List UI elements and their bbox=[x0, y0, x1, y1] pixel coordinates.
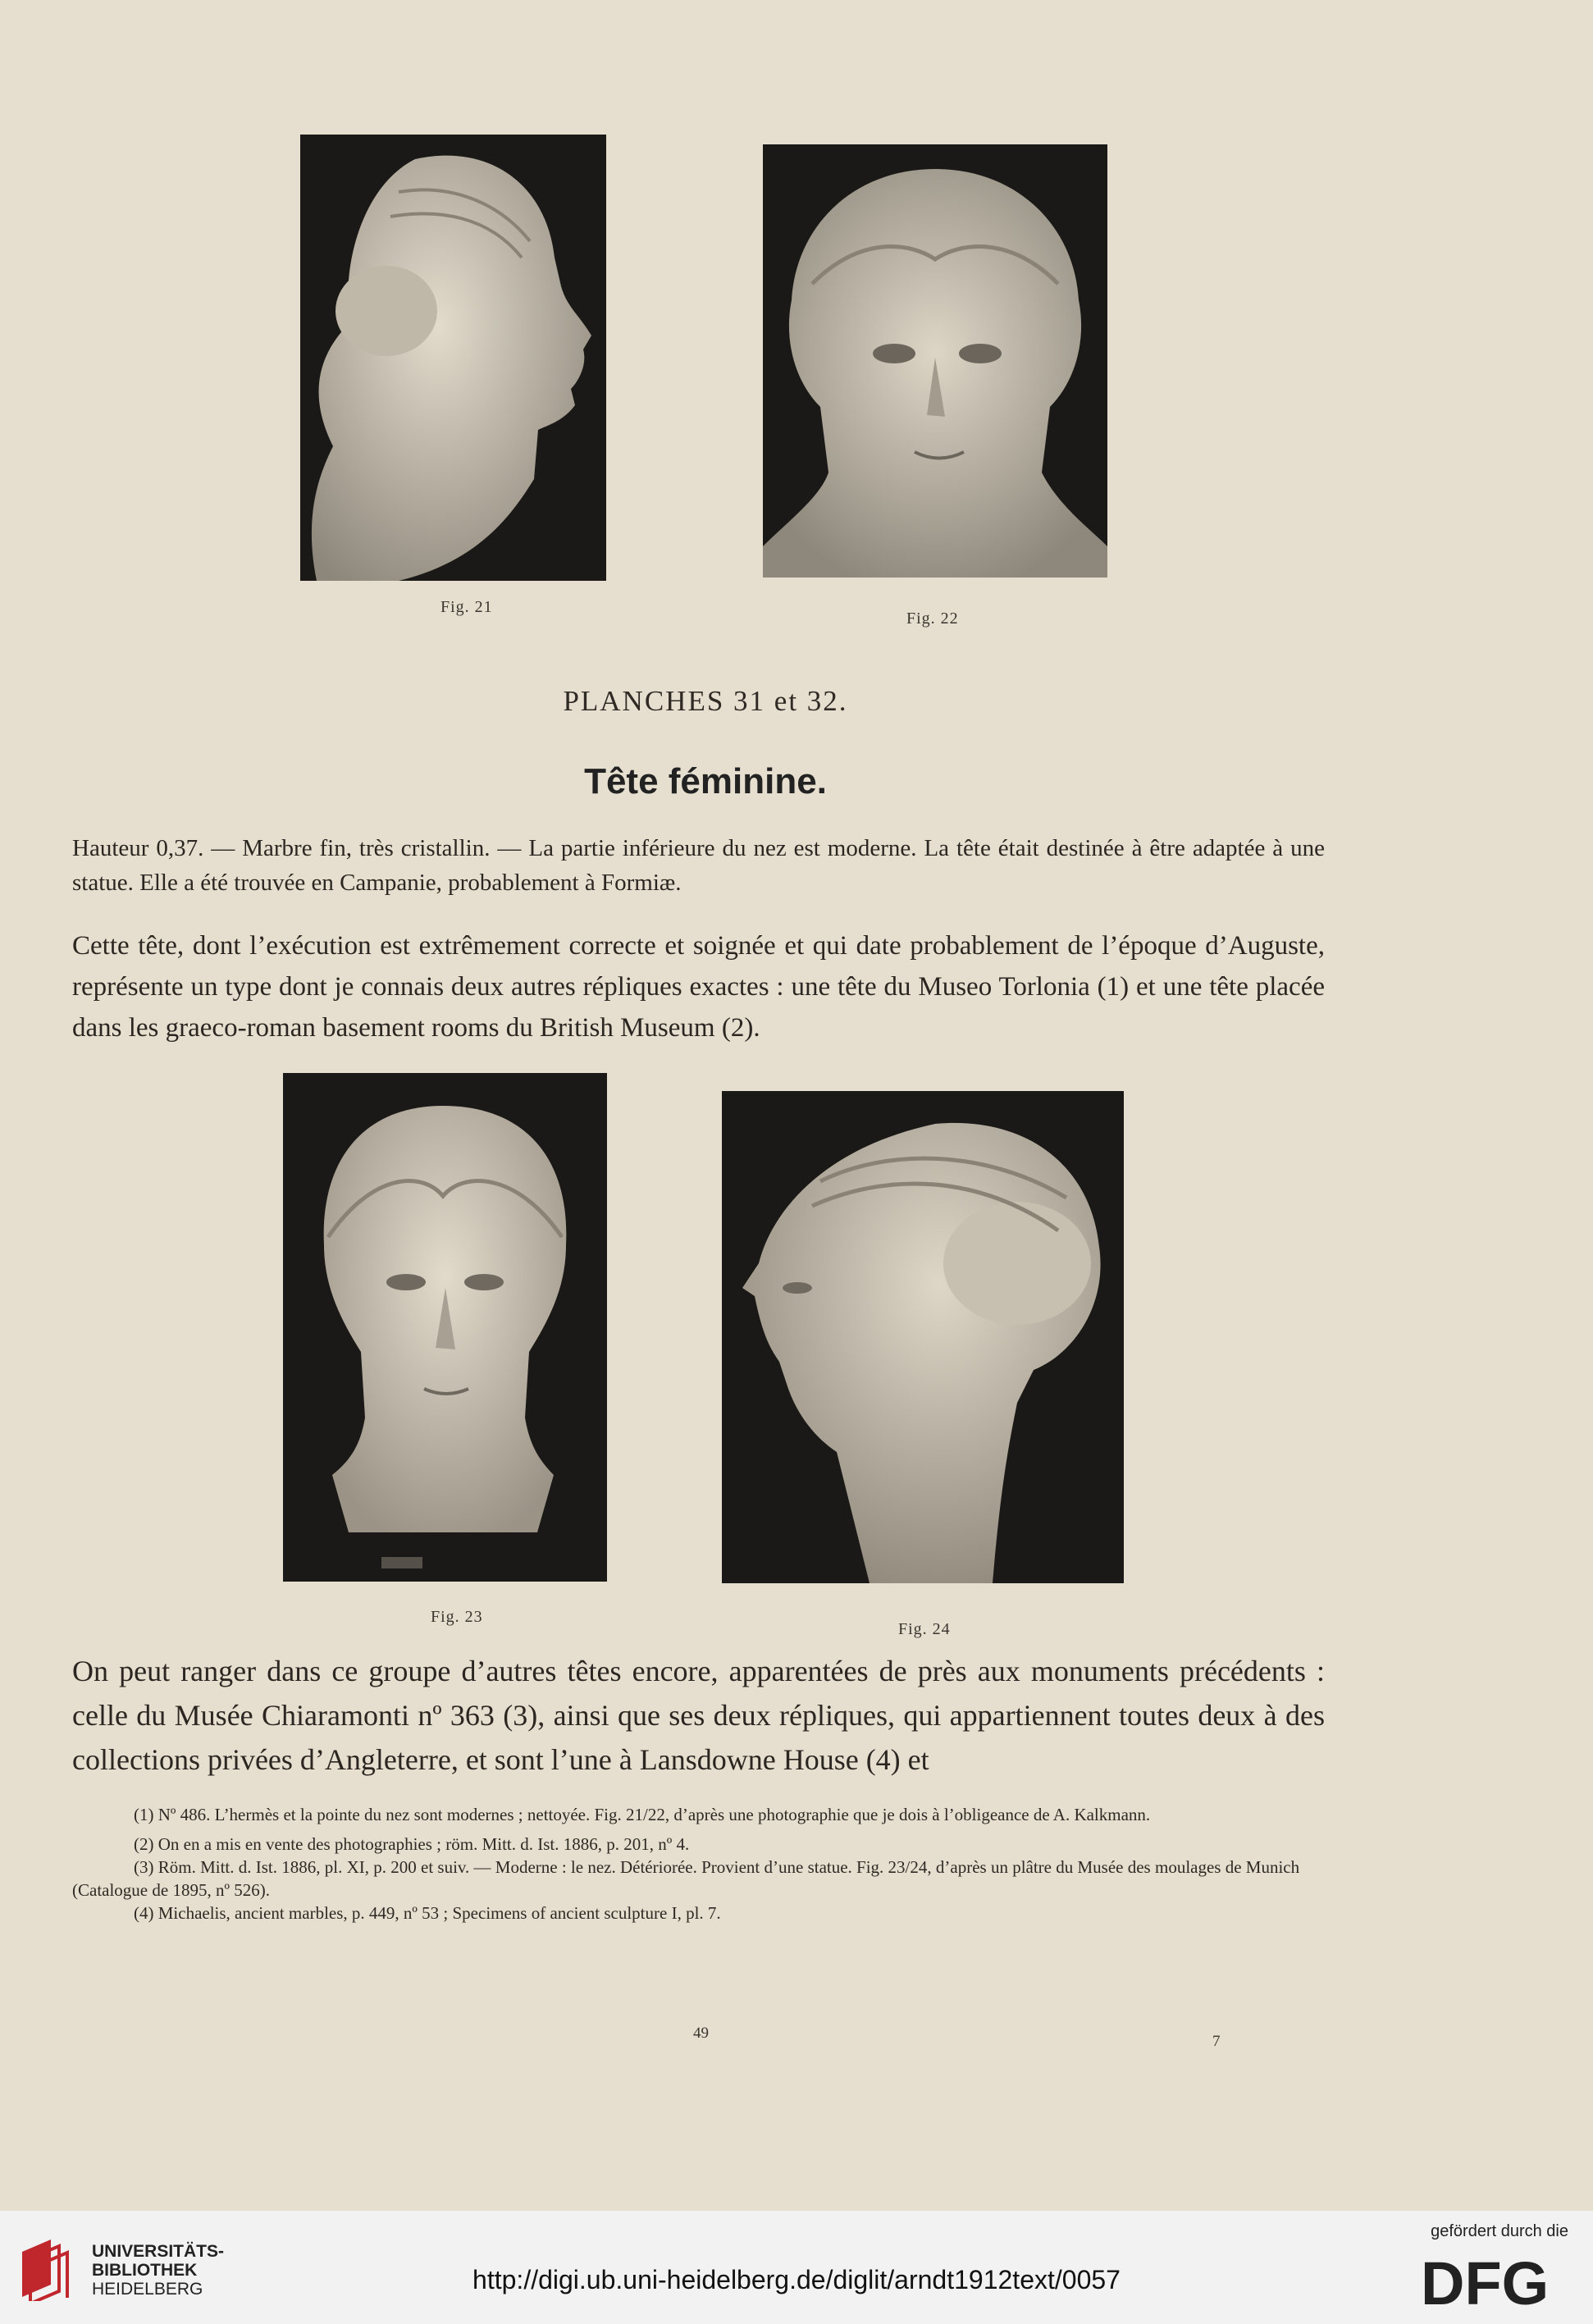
footnote-2: (2) On en a mis en vente des photographies ; röm. Mitt. d. Ist. 1886, p. 201, nº 4. bbox=[134, 1834, 690, 1854]
funding-label: gefördert durch die bbox=[1431, 2222, 1568, 2240]
figure-22-caption: Fig. 22 bbox=[906, 610, 959, 628]
body-paragraph-1: Cette tête, dont l’exécution est extrêmement correcte et soignée et qui date probablement de l’époque d’Auguste, représente un type dont je connais deux autres répliques exactes : une tête du Museo Torlonia (1) et une tête placée dans les graeco-roman basement rooms du British Museum (2). bbox=[72, 931, 1325, 1043]
head-frontal-image bbox=[763, 144, 1107, 578]
footnotes bbox=[72, 1803, 1325, 1924]
institution-line-2: BIBLIOTHEK bbox=[92, 2261, 198, 2280]
page-number: 49 bbox=[693, 2025, 709, 2042]
body-paragraph-2: On peut ranger dans ce groupe d’autres têtes encore, apparentées de près aux monuments précédents : celle du Musée Chiaramonti nº 363 (3), ainsi que ses deux répliques, qui appartiennent toutes deux à des collections privées d’Angleterre, et sont l’une à Lansdowne House (4) et bbox=[72, 1655, 1325, 1776]
figure-21-caption: Fig. 21 bbox=[440, 598, 493, 616]
footnote-1: (1) Nº 486. L’hermès et la pointe du nez sont modernes ; nettoyée. Fig. 21/22, d’après une photographie que je dois à l’obligeance de A. Kalkmann. bbox=[134, 1805, 1151, 1824]
figure-23-photo bbox=[283, 1073, 607, 1582]
plate-heading: PLANCHES 31 et 32. bbox=[563, 685, 848, 717]
dfg-logo-text: DFG bbox=[1421, 2252, 1550, 2311]
figure-24-photo bbox=[722, 1091, 1124, 1583]
footnote-4: (4) Michaelis, ancient marbles, p. 449, nº 53 ; Specimens of ancient sculpture I, pl. 7. bbox=[134, 1903, 721, 1923]
footnote-3: (3) Röm. Mitt. d. Ist. 1886, pl. XI, p. 200 et suiv. — Moderne : le nez. Détériorée. Provient d’une statue. Fig. 23/24, d’après un plâtre du Musée des moulages de Munich (Catalogue de 1895, nº 526). bbox=[72, 1857, 1300, 1900]
article-title: Tête féminine. bbox=[584, 761, 827, 801]
figure-24-caption: Fig. 24 bbox=[898, 1620, 951, 1638]
footer-bar bbox=[0, 2211, 1593, 2324]
figure-21-photo bbox=[300, 135, 606, 581]
institution-line-1: UNIVERSITÄTS- bbox=[92, 2242, 225, 2261]
description-paragraph: Hauteur 0,37. — Marbre fin, très cristallin. — La partie inférieure du nez est moderne. La tête était destinée à être adaptée à une statue. Elle a été trouvée en Campanie, probablement à Formiæ. bbox=[72, 835, 1325, 896]
head-profile-right-image bbox=[300, 135, 606, 581]
permalink-url[interactable]: http://digi.ub.uni-heidelberg.de/diglit/arndt1912text/0057 bbox=[472, 2265, 1121, 2294]
institution-line-3: HEIDELBERG bbox=[92, 2280, 203, 2299]
figure-23-caption: Fig. 23 bbox=[431, 1608, 483, 1626]
head-profile-left-image bbox=[722, 1091, 1124, 1583]
dfg-logo-icon bbox=[1421, 2252, 1568, 2311]
figure-22-photo bbox=[763, 144, 1107, 578]
signature-mark: 7 bbox=[1212, 2033, 1221, 2050]
head-frontal-image bbox=[283, 1073, 607, 1582]
